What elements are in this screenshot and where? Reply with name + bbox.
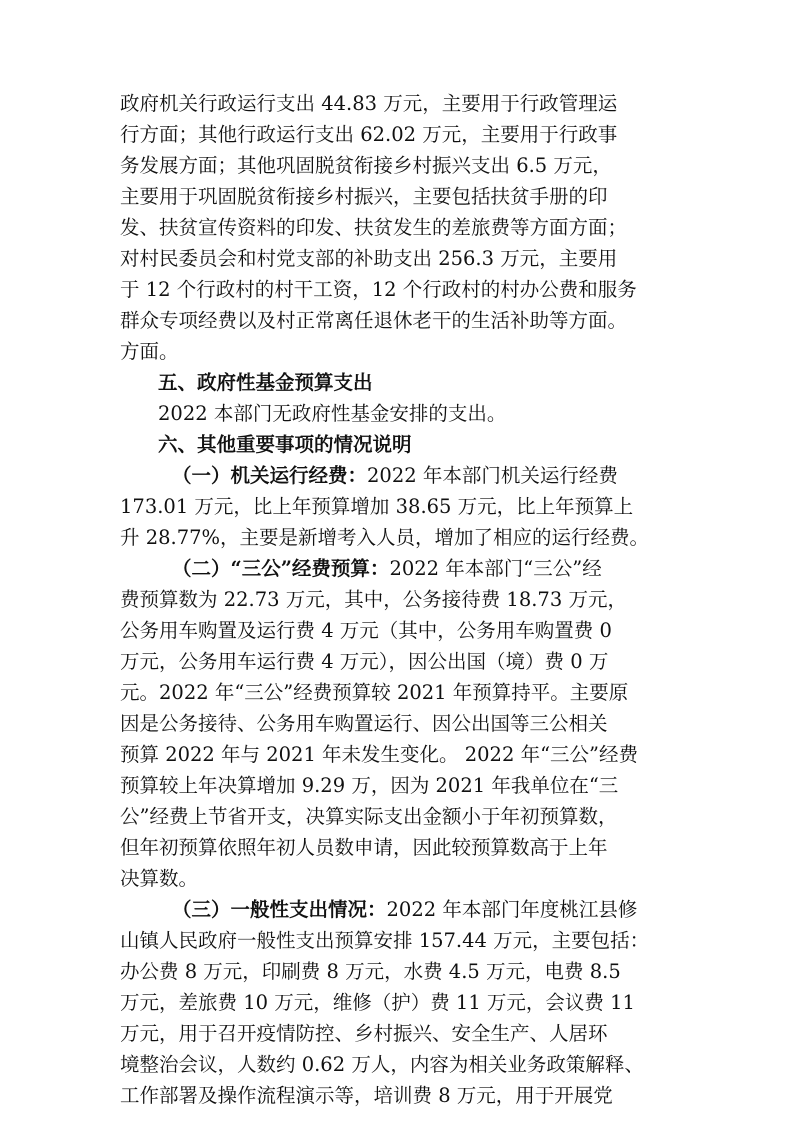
paragraph-first-line	[120, 894, 680, 925]
paragraph-first-line	[120, 553, 680, 584]
text-line: 但年初预算依照年初人员数申请，因此较预算数高于上年	[120, 836, 608, 859]
paragraph-expenditure-details	[120, 88, 680, 367]
document-body	[120, 88, 680, 1111]
text-line: 行方面；其他行政运行支出 62.02 万元，主要用于行政事	[120, 123, 618, 146]
text-line: 方面。	[120, 340, 179, 363]
text-line: 173.01 万元，比上年预算增加 38.65 万元，比上年预算上	[120, 495, 634, 518]
text-line: 公务用车购置及运行费 4 万元（其中，公务用车购置费 0	[120, 619, 612, 642]
section-5-body: 2022 本部门无政府性基金安排的支出。	[158, 402, 507, 425]
paragraph-general-expenditure	[120, 894, 680, 1111]
subsection-label: （一）机关运行经费：	[172, 464, 368, 487]
text-line: 公”经费上节省开支，决算实际支出金额小于年初预算数，	[120, 805, 618, 828]
subsection-label: （三）一般性支出情况：	[172, 898, 387, 921]
text-line: 境整治会议，人数约 0.62 万人，内容为相关业务政策解释、	[120, 1053, 644, 1076]
paragraph-three-public-expenses	[120, 553, 680, 894]
text-line: 预算较上年决算增加 9.29 万，因为 2021 年我单位在“三	[120, 774, 619, 797]
text-line: 政府机关行政运行支出 44.83 万元，主要用于行政管理运	[120, 92, 618, 115]
text-line: 万元，差旅费 10 万元，维修（护）费 11 万元，会议费 11	[120, 991, 635, 1014]
text-line: 决算数。	[120, 867, 199, 890]
subsection-label: （二）“三公”经费预算：	[172, 557, 390, 580]
paragraph-first-line	[120, 460, 680, 491]
text-line: 元。2022 年“三公”经费预算较 2021 年预算持平。主要原	[120, 681, 629, 704]
text-line: 升 28.77%，主要是新增考入人员，增加了相应的运行经费。	[120, 526, 650, 549]
text-line: 万元，公务用车运行费 4 万元），因公出国（境）费 0 万	[120, 650, 609, 673]
paragraph-text: 2022 年本部门机关运行经费	[367, 464, 618, 487]
text-line: 万元，用于召开疫情防控、乡村振兴、安全生产、人居环	[120, 1022, 608, 1045]
text-line: 因是公务接待、公务用车购置运行、因公出国等三公相关	[120, 712, 608, 735]
paragraph-operating-costs	[120, 460, 680, 553]
section-heading-5: 五、政府性基金预算支出	[158, 371, 373, 394]
text-line: 于 12 个行政村的村干工资，12 个行政村的村办公费和服务	[120, 278, 637, 301]
text-line: 办公费 8 万元，印刷费 8 万元，水费 4.5 万元，电费 8.5	[120, 960, 621, 983]
text-line: 对村民委员会和村党支部的补助支出 256.3 万元，主要用	[120, 247, 618, 270]
paragraph-text: 2022 年本部门年度桃江县修	[386, 898, 638, 921]
text-line: 预算 2022 年与 2021 年未发生变化。 2022 年“三公”经费	[120, 743, 639, 766]
paragraph-text: 2022 年本部门“三公”经	[389, 557, 602, 580]
text-line: 山镇人民政府一般性支出预算安排 157.44 万元，主要包括：	[120, 929, 650, 952]
text-line: 费预算数为 22.73 万元，其中，公务接待费 18.73 万元，	[120, 588, 627, 611]
text-line: 工作部署及操作流程演示等，培训费 8 万元，用于开展党	[120, 1084, 613, 1107]
text-line: 发、扶贫宣传资料的印发、扶贫发生的差旅费等方面方面；	[120, 216, 628, 239]
section-heading-6: 六、其他重要事项的情况说明	[158, 433, 412, 456]
text-line: 群众专项经费以及村正常离任退休老干的生活补助等方面。	[120, 309, 628, 332]
text-line: 主要用于巩固脱贫衔接乡村振兴，主要包括扶贫手册的印	[120, 185, 608, 208]
text-line: 务发展方面；其他巩固脱贫衔接乡村振兴支出 6.5 万元，	[120, 154, 612, 177]
